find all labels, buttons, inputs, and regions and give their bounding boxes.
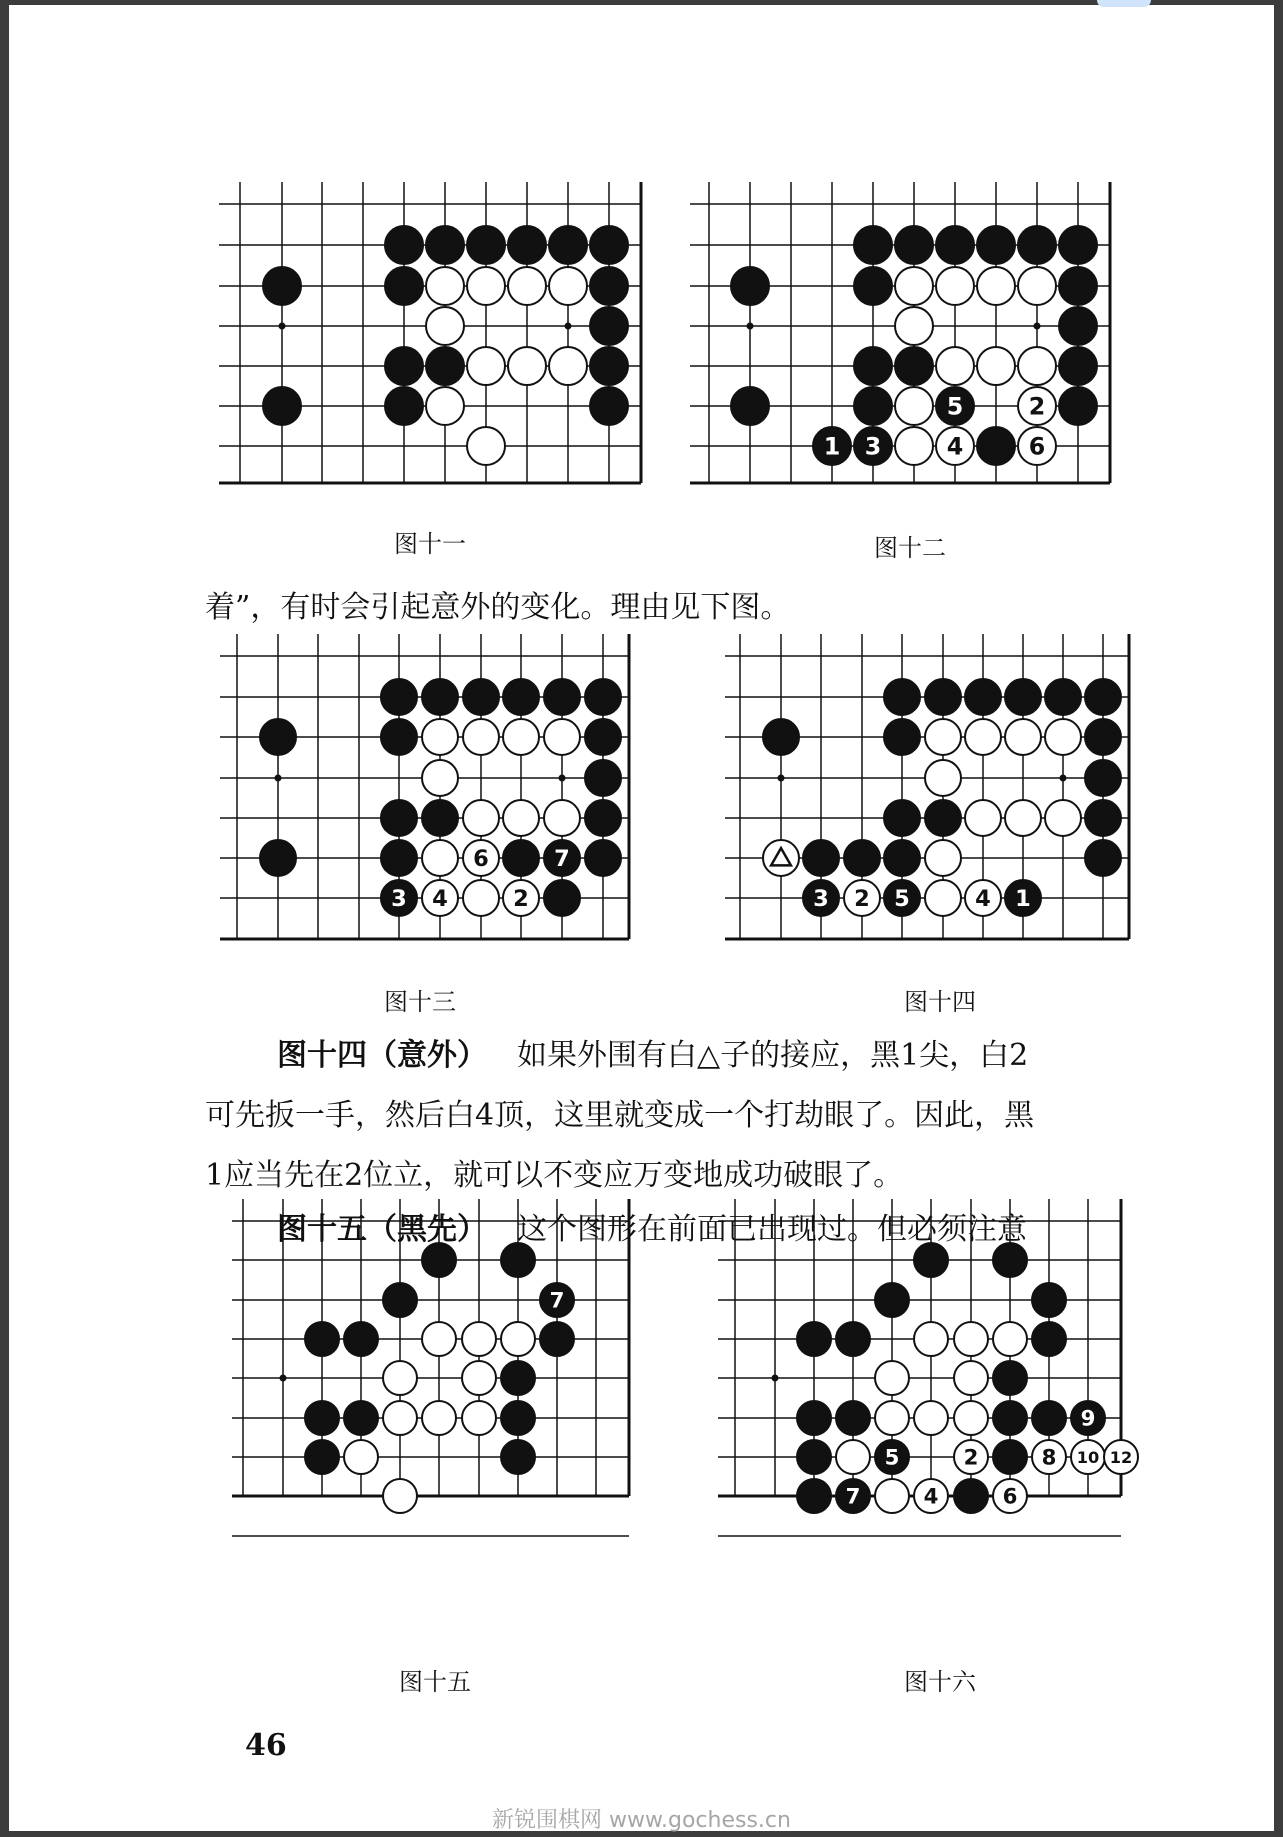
black-stone [797,1401,831,1435]
black-stone [836,1322,870,1356]
paragraph-fig14 [205,1026,1151,1206]
move-number-label: 7 [554,846,570,873]
paragraph-fig14-line1 [205,1026,1151,1086]
star-point [772,1375,779,1382]
black-stone [1032,1322,1066,1356]
move-number-label: 7 [549,1288,565,1314]
black-stone [797,1479,831,1513]
white-stone [875,1479,909,1513]
black-stone [993,1401,1027,1435]
paragraph-fig14-line2: 可先扳一手，然后白4顶，这里就变成一个打劫眼了。因此，黑 [205,1098,1035,1133]
page-number: 46 [245,1728,287,1763]
caption-fig11: 图十一 [394,530,466,558]
black-stone [954,1479,988,1513]
black-stone [993,1361,1027,1395]
black-stone [875,1283,909,1317]
move-number-label: 2 [963,1445,979,1471]
move-number-label: 8 [1041,1445,1057,1471]
move-number-label: 5 [884,1445,900,1471]
move-number-label: 1 [1015,886,1031,913]
paragraph-fig15-line1 [205,1200,1151,1260]
heading-fig15: 图十五（黑先） [277,1212,487,1247]
move-number-label: 2 [513,886,529,913]
move-number-label: 5 [894,886,910,913]
white-stone [875,1401,909,1435]
move-number-label: 2 [1028,392,1046,421]
white-stone [954,1322,988,1356]
move-number-label: 6 [1028,432,1046,461]
paragraph-fig14-text1: 如果外围有白△子的接应，黑1尖，白2 [517,1038,1029,1073]
move-number-label: 3 [391,886,407,913]
caption-fig14: 图十四 [904,988,976,1016]
move-number-label: 12 [1109,1447,1133,1467]
move-number-label: 3 [864,432,882,461]
white-stone [954,1361,988,1395]
move-number-label: 6 [1002,1484,1018,1510]
heading-fig14: 图十四（意外） [277,1038,487,1073]
paragraph-fig15-text1: 这个图形在前面已出现过。但必须注意 [517,1212,1027,1247]
paragraph-fig15 [205,1200,1151,1260]
white-stone [914,1322,948,1356]
move-number-label: 10 [1076,1447,1100,1467]
paragraph-intro-text: 着”，有时会引起意外的变化。理由见下图。 [205,590,791,625]
caption-fig12: 图十二 [874,534,946,562]
white-stone [875,1361,909,1395]
move-number-label: 6 [473,846,489,873]
caption-fig13: 图十三 [384,988,456,1016]
move-number-label: 4 [923,1484,939,1510]
paragraph-intro [205,578,1151,638]
white-stone [954,1401,988,1435]
move-number-label: 7 [845,1484,861,1510]
caption-fig16: 图十六 [904,1668,976,1696]
white-stone [914,1401,948,1435]
move-number-label: 5 [946,392,964,421]
white-stone [993,1322,1027,1356]
move-number-label: 4 [432,886,448,913]
move-number-label: 3 [813,886,829,913]
black-stone [1032,1401,1066,1435]
black-stone [836,1401,870,1435]
black-stone [797,1440,831,1474]
move-number-label: 9 [1080,1406,1096,1432]
move-number-label: 2 [854,886,870,913]
move-number-label: 4 [946,432,964,461]
watermark: 新锐围棋网 www.gochess.cn [492,1808,791,1833]
black-stone [993,1440,1027,1474]
move-number-label: 1 [823,432,841,461]
white-stone [836,1440,870,1474]
caption-fig15: 图十五 [399,1668,471,1696]
paragraph-fig14-line3: 1应当先在2位立，就可以不变应万变地成功破眼了。 [205,1158,904,1193]
black-stone [1032,1283,1066,1317]
black-stone [797,1322,831,1356]
move-number-label: 4 [975,886,991,913]
